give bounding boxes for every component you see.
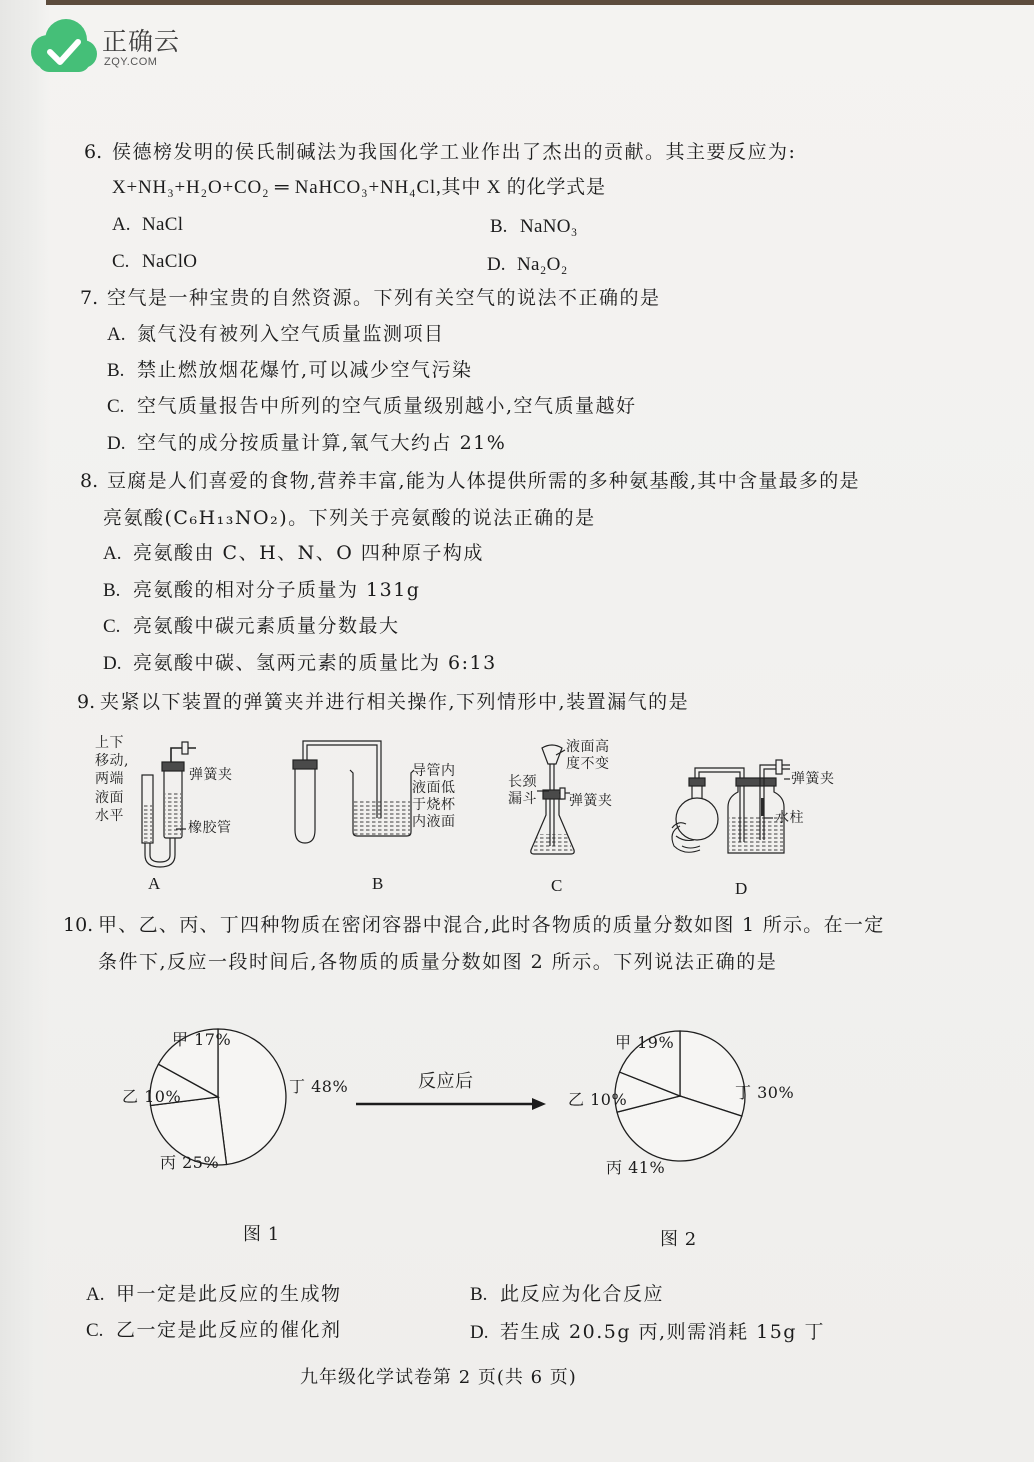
option-letter: B. xyxy=(470,1284,488,1305)
apparatus-a xyxy=(142,742,196,867)
option-text: NaCl xyxy=(142,214,184,235)
fig-b-note: 液面低 xyxy=(412,780,456,796)
beaker-water xyxy=(354,800,410,835)
option-text: 空气质量报告中所列的空气质量级别越小,空气质量越好 xyxy=(137,395,637,417)
option-text: 空气的成分按质量计算,氧气大约占 21% xyxy=(137,432,507,454)
option-letter: A. xyxy=(112,214,131,235)
option-letter: B. xyxy=(103,580,121,601)
fig-c-level-label: 液面高 xyxy=(566,739,610,755)
q10-stem-line-2: 条件下,反应一段时间后,各物质的质量分数如图 2 所示。下列说法正确的是 xyxy=(98,951,778,973)
logo-name: 正确云 xyxy=(102,27,181,56)
fig-a-note: 两端 xyxy=(95,771,124,787)
tube-liquid xyxy=(143,805,152,842)
option-text: 氮气没有被列入空气质量监测项目 xyxy=(137,323,445,345)
fig-a-note: 液面 xyxy=(95,790,124,806)
q10-stem-line-1: 甲、乙、丙、丁四种物质在密闭容器中混合,此时各物质的质量分数如图 1 所示。在一定 xyxy=(98,914,885,936)
q7-option-c xyxy=(107,394,637,419)
option-text: Na₂O₂ xyxy=(517,254,568,275)
pie-1-caption: 图 1 xyxy=(243,1224,280,1245)
cloud-check-icon xyxy=(26,16,100,78)
pie-2-label-ding: 丁 30% xyxy=(735,1083,795,1102)
option-text: NaClO xyxy=(142,251,198,272)
option-text: 亮氨酸中碳、氢两元素的质量比为 6:13 xyxy=(133,652,497,674)
q9-number: 9. xyxy=(77,691,96,713)
option-letter: D. xyxy=(103,653,122,674)
option-text: 禁止燃放烟花爆竹,可以减少空气污染 xyxy=(137,359,473,381)
option-text: 亮氨酸中碳元素质量分数最大 xyxy=(133,615,400,637)
reaction-arrow xyxy=(356,1098,546,1110)
option-letter: C. xyxy=(86,1320,104,1341)
option-letter: D. xyxy=(107,433,126,454)
q6-option-b xyxy=(490,214,578,239)
option-letter: D. xyxy=(487,254,506,275)
option-text: 若生成 20.5g 丙,则需消耗 15g 丁 xyxy=(500,1321,826,1343)
test-tube xyxy=(295,768,315,843)
fig-a-letter: A xyxy=(148,874,161,893)
q10-option-d xyxy=(470,1320,825,1345)
option-letter: A. xyxy=(107,324,126,345)
fig-d-clip-label: 弹簧夹 xyxy=(791,771,835,787)
option-text: 亮氨酸由 C、H、N、O 四种原子构成 xyxy=(133,542,484,564)
fig-b-letter: B xyxy=(372,874,384,893)
long-neck-funnel xyxy=(542,745,562,764)
apparatus-d xyxy=(672,760,790,853)
option-text: 此反应为化合反应 xyxy=(500,1283,665,1305)
pie-2-label-bing: 丙 41% xyxy=(606,1158,666,1177)
fig-c-letter: C xyxy=(551,876,563,895)
q7-option-b xyxy=(107,358,473,383)
fig-c-funnel-label: 长颈 xyxy=(508,774,537,790)
round-flask xyxy=(676,798,718,840)
q6-option-c xyxy=(112,249,197,274)
apparatus-b xyxy=(293,741,414,843)
q10-number: 10. xyxy=(63,914,94,936)
stopper xyxy=(736,778,776,786)
fig-b-note: 导管内 xyxy=(412,763,456,779)
stopper xyxy=(689,778,705,786)
q8-option-a xyxy=(103,541,484,566)
q8-stem-line-2: 亮氨酸(C₆H₁₃NO₂)。下列关于亮氨酸的说法正确的是 xyxy=(103,507,596,529)
pie-1-label-yi: 乙 10% xyxy=(122,1087,182,1106)
fig-c-funnel-label: 漏斗 xyxy=(508,791,537,807)
q6-option-d xyxy=(487,252,568,277)
water-column xyxy=(761,798,764,816)
q7-number: 7. xyxy=(80,287,99,309)
pie-1-label-jia: 甲 17% xyxy=(172,1030,232,1049)
q10-option-b xyxy=(470,1282,664,1307)
fig-a-clip-label: 弹簧夹 xyxy=(189,767,233,783)
q6-option-a xyxy=(112,212,183,237)
q8-number: 8. xyxy=(80,470,99,492)
pie-1-label-ding: 丁 48% xyxy=(289,1077,349,1096)
fig-a-note: 移动, xyxy=(95,753,129,769)
q6-stem-line-2: X+NH₃+H₂O+CO₂ ═ NaHCO₃+NH₄Cl,其中 X 的化学式是 xyxy=(112,177,606,198)
option-letter: C. xyxy=(112,251,130,272)
option-letter: D. xyxy=(470,1322,489,1343)
tube-liquid xyxy=(165,792,181,837)
pie-2-label-jia: 甲 19% xyxy=(615,1033,675,1052)
scan-top-edge xyxy=(46,0,1034,5)
fig-a-note: 上下 xyxy=(95,735,124,751)
q10-option-c xyxy=(86,1318,342,1343)
fig-a-note: 水平 xyxy=(95,808,124,824)
q6-number: 6. xyxy=(84,141,103,163)
fig-c-level-label: 度不变 xyxy=(566,756,610,772)
option-letter: A. xyxy=(103,543,122,564)
spring-clip xyxy=(560,788,565,799)
option-text: 亮氨酸的相对分子质量为 131g xyxy=(133,579,421,601)
option-letter: B. xyxy=(490,216,508,237)
q9-stem: 夹紧以下装置的弹簧夹并进行相关操作,下列情形中,装置漏气的是 xyxy=(100,691,690,713)
q8-option-c xyxy=(103,614,400,639)
q8-option-b xyxy=(103,578,420,603)
fig-a-tube-label: 橡胶管 xyxy=(188,820,232,836)
fig-d-letter: D xyxy=(735,879,748,898)
pie-2-label-yi: 乙 10% xyxy=(568,1090,628,1109)
q8-stem-line-1: 豆腐是人们喜爱的食物,营养丰富,能为人体提供所需的多种氨基酸,其中含量最多的是 xyxy=(107,470,860,492)
option-letter: B. xyxy=(107,360,125,381)
q10-option-a xyxy=(86,1282,342,1307)
logo-domain: ZQY.COM xyxy=(104,56,158,68)
q10-pie-figures xyxy=(0,1000,1034,1260)
q6-stem-line-1: 侯德榜发明的侯氏制碱法为我国化学工业作出了杰出的贡献。其主要反应为: xyxy=(112,141,797,163)
option-text: 乙一定是此反应的催化剂 xyxy=(116,1319,342,1341)
option-letter: C. xyxy=(103,616,121,637)
arrow-label: 反应后 xyxy=(418,1071,474,1092)
option-text: NaNO₃ xyxy=(520,216,578,237)
option-text: 甲一定是此反应的生成物 xyxy=(116,1283,342,1305)
q7-option-a xyxy=(107,322,445,347)
fig-b-note: 内液面 xyxy=(412,814,456,830)
fig-c-clip-label: 弹簧夹 xyxy=(569,793,613,809)
option-letter: C. xyxy=(107,396,125,417)
option-letter: A. xyxy=(86,1284,105,1305)
q7-option-d xyxy=(107,431,506,456)
flask-liquid xyxy=(532,834,573,852)
q7-stem: 空气是一种宝贵的自然资源。下列有关空气的说法不正确的是 xyxy=(107,287,661,309)
stopper xyxy=(162,762,184,771)
q8-option-d xyxy=(103,651,497,676)
pie-1-label-bing: 丙 25% xyxy=(160,1153,220,1172)
page-footer: 九年级化学试卷第 2 页(共 6 页) xyxy=(300,1367,577,1388)
fig-d-column-label: 水柱 xyxy=(775,810,804,826)
fig-b-note: 于烧杯 xyxy=(412,797,456,813)
stopper xyxy=(293,760,317,769)
pie-2-caption: 图 2 xyxy=(660,1229,697,1250)
spring-clip xyxy=(182,742,188,754)
spring-clip xyxy=(776,760,782,774)
